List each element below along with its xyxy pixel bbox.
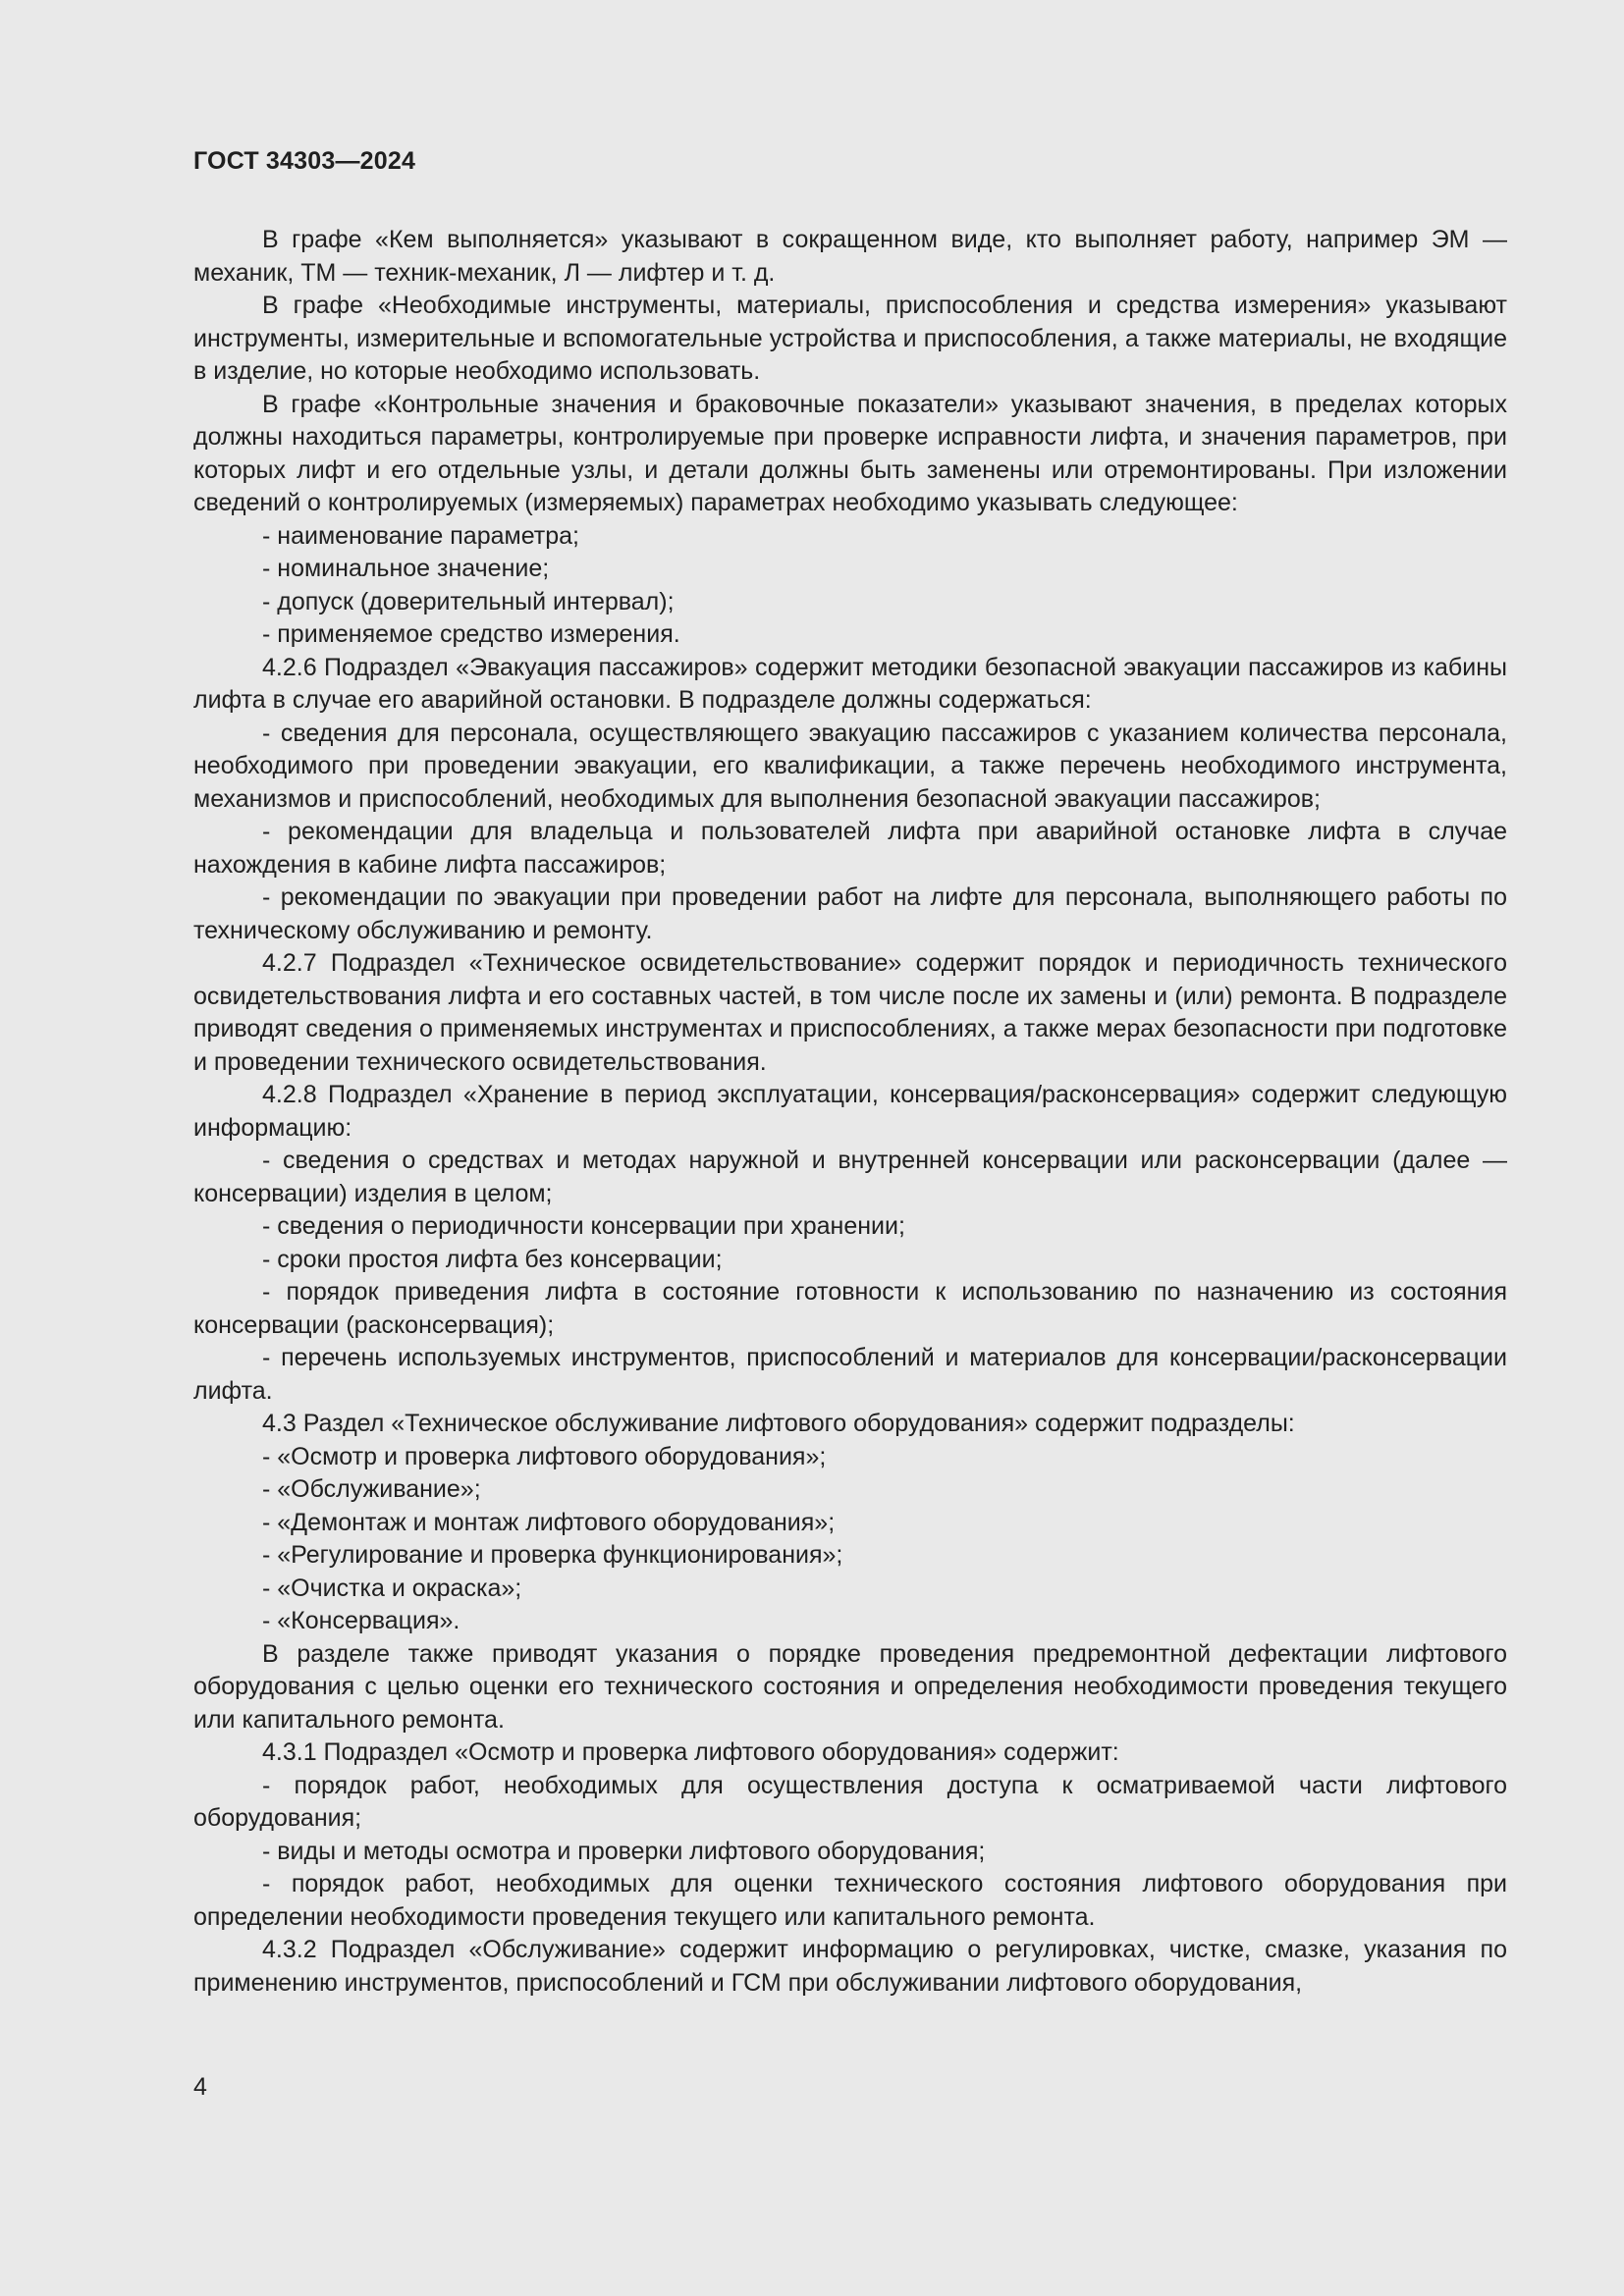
list-item: - порядок работ, необходимых для осуществления доступа к осматриваемой части лифтового оборудования; bbox=[193, 1771, 1507, 1832]
paragraph: В графе «Контрольные значения и браковочные показатели» указывают значения, в пределах которых должны находиться параметры, контролируемые при проверке исправности лифта, и значения параметров, при которых лифт и его отдельные узлы, и детали должны быть заменены или отремонтированы. При изложении сведений о контролируемых (измеряемых) параметрах необходимо указывать следующее: bbox=[193, 390, 1507, 516]
list-item: - «Демонтаж и монтаж лифтового оборудования»; bbox=[262, 1508, 836, 1536]
list-item: - сведения для персонала, осуществляющего эвакуацию пассажиров с указанием количества персонала, необходимого при проведении эвакуации, его квалификации, а также перечень необходимого инструмента, механизмов и приспособлений, необходимых для выполнения безопасной эвакуации пассажиров; bbox=[193, 719, 1507, 813]
list-item: - перечень используемых инструментов, приспособлений и материалов для консервации/расконсервации лифта. bbox=[193, 1344, 1507, 1405]
paragraph: В разделе также приводят указания о порядке проведения предремонтной дефектации лифтового оборудования с целью оценки его технического состояния и определения необходимости проведения текущего или капитального ремонта. bbox=[193, 1639, 1507, 1734]
list-item: - номинальное значение; bbox=[262, 555, 550, 582]
list-item: - «Обслуживание»; bbox=[262, 1475, 481, 1503]
section-paragraph: 4.2.8 Подраздел «Хранение в период эксплуатации, консервация/расконсервация» содержит следующую информацию: bbox=[193, 1081, 1507, 1142]
paragraph: В графе «Кем выполняется» указывают в сокращенном виде, кто выполняет работу, например ЭМ — механик, ТМ — техник-механик, Л — лифтер и т. д. bbox=[193, 226, 1507, 287]
section-paragraph: 4.3 Раздел «Техническое обслуживание лифтового оборудования» содержит подразделы: bbox=[262, 1410, 1295, 1437]
list-item: - «Осмотр и проверка лифтового оборудования»; bbox=[262, 1442, 827, 1470]
list-item: - рекомендации по эвакуации при проведении работ на лифте для персонала, выполняющего работы по техническому обслуживанию и ремонту. bbox=[193, 883, 1507, 944]
list-item: - наименование параметра; bbox=[262, 521, 579, 550]
section-paragraph: 4.3.2 Подраздел «Обслуживание» содержит информацию о регулировках, чистке, смазке, указания по применению инструментов, приспособлений и ГСМ при обслуживании лифтового оборудования, bbox=[193, 1936, 1507, 1997]
section-paragraph: 4.3.1 Подраздел «Осмотр и проверка лифтового оборудования» содержит: bbox=[262, 1738, 1119, 1766]
list-item: - сведения о средствах и методах наружной и внутренней консервации или расконсервации (далее — консервации) изделия в целом; bbox=[193, 1147, 1507, 1207]
document-header: ГОСТ 34303—2024 bbox=[193, 147, 416, 175]
list-item: - рекомендации для владельца и пользователей лифта при аварийной остановке лифта в случае нахождения в кабине лифта пассажиров; bbox=[193, 818, 1507, 879]
section-paragraph: 4.2.6 Подраздел «Эвакуация пассажиров» содержит методики безопасной эвакуации пассажиров из кабины лифта в случае его аварийной остановки. В подразделе должны содержаться: bbox=[193, 653, 1507, 714]
list-item: - сроки простоя лифта без консервации; bbox=[262, 1245, 723, 1273]
list-item: - «Регулирование и проверка функционирования»; bbox=[262, 1541, 843, 1569]
list-item: - применяемое средство измерения. bbox=[262, 620, 680, 648]
list-item: - порядок работ, необходимых для оценки технического состояния лифтового оборудования при определении необходимости проведения текущего или капитального ремонта. bbox=[193, 1870, 1507, 1931]
list-item: - сведения о периодичности консервации при хранении; bbox=[262, 1212, 905, 1240]
paragraph: В графе «Необходимые инструменты, материалы, приспособления и средства измерения» указывают инструменты, измерительные и вспомогательные устройства и приспособления, а также материалы, не входящие в изделие, но которые необходимо использовать. bbox=[193, 292, 1507, 385]
list-item: - виды и методы осмотра и проверки лифтового оборудования; bbox=[262, 1837, 986, 1865]
list-item: - «Консервация». bbox=[262, 1607, 460, 1634]
list-item: - порядок приведения лифта в состояние готовности к использованию по назначению из состояния консервации (расконсервация); bbox=[193, 1278, 1507, 1339]
page-number: 4 bbox=[193, 2073, 207, 2101]
list-item: - допуск (доверительный интервал); bbox=[262, 587, 675, 615]
list-item: - «Очистка и окраска»; bbox=[262, 1574, 522, 1602]
section-paragraph: 4.2.7 Подраздел «Техническое освидетельствование» содержит порядок и периодичность технического освидетельствования лифта и его составных частей, в том числе после их замены и (или) ремонта. В подразделе приводят сведения о применяемых инструментах и приспособлениях, а также мерах безопасности при подготовке и проведении технического освидетельствования. bbox=[193, 949, 1507, 1076]
document-body bbox=[193, 224, 1507, 2000]
